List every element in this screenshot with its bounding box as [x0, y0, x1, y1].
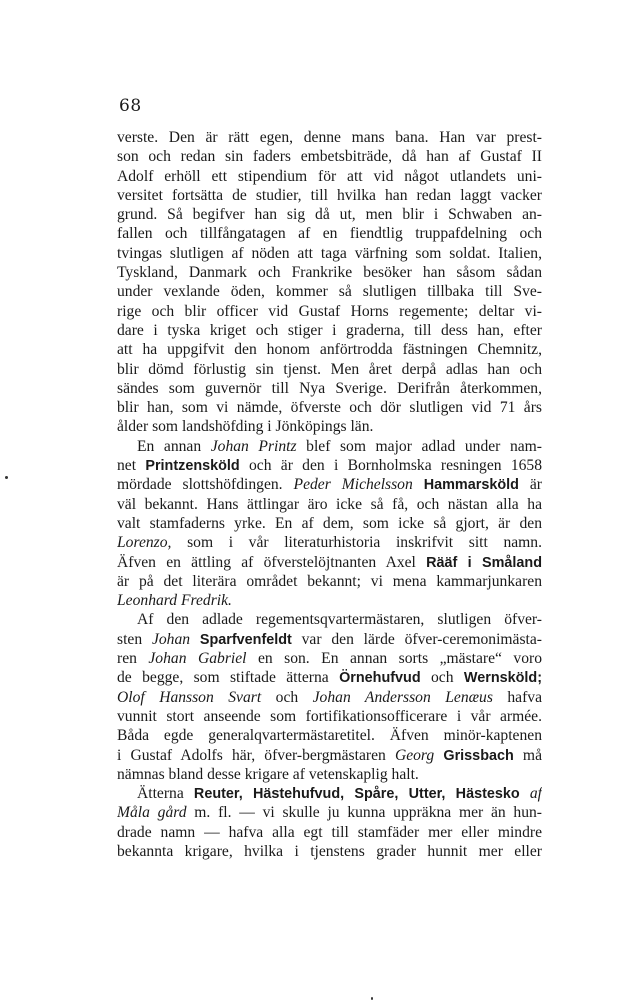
text-line: [117, 553, 542, 572]
text-line: [117, 340, 542, 359]
text-segment: son och redan sin faders embetsbiträde, då han af Gustaf II: [117, 148, 542, 166]
text-segment: blir han, som vi nämde, öfverste och dör slutligen vid 71 års: [117, 399, 542, 417]
italic-name: Måla gård: [117, 804, 187, 822]
text-line: [117, 398, 542, 417]
text-line: [117, 591, 542, 610]
text-line: [117, 495, 542, 514]
text-segment: nämnas bland desse krigare af vetenskaplig halt.: [117, 765, 419, 783]
text-line: [117, 321, 542, 340]
italic-name: Johan Gabriel: [148, 650, 247, 668]
text-segment: under vexlande öden, kommer så slutligen tillbaka till Sve-: [117, 283, 542, 301]
text-line: [117, 417, 542, 436]
text-segment: väl bekannt. Hans ättlingar äro icke så få, och nästan alla ha: [117, 495, 542, 513]
text-line: [117, 302, 542, 321]
text-segment: en son. En annan sorts „mästare“ voro: [246, 650, 542, 668]
text-segment: och: [261, 688, 313, 706]
text-line: [117, 823, 542, 842]
text-line: [117, 437, 542, 456]
text-segment: Af den adlade regementsqvartermästaren, slutligen öfver-: [137, 611, 542, 629]
text-segment: i Gustaf Adolfs här, öfver-bergmästaren: [117, 746, 395, 764]
bold-name: Hammarsköld: [423, 477, 519, 494]
text-line: [117, 456, 542, 475]
text-segment: bekannta krigare, hvilka i tjenstens grader hunnit mer eller: [117, 842, 542, 860]
text-segment: versitet fortsätta de studier, till hvilka han redan laggt vacker: [117, 186, 542, 204]
text-line: [117, 147, 542, 166]
bold-name: Reuter, Hästehufvud, Spåre, Utter, Hästesko: [193, 786, 520, 803]
text-line: [117, 128, 542, 147]
text-line: [117, 167, 542, 186]
text-line: [117, 572, 542, 591]
text-line: [117, 514, 542, 533]
text-segment: att ha uppgifvit den honom anförtrodda fästningen Chemnitz,: [117, 341, 542, 359]
text-line: [117, 630, 542, 649]
bold-name: Grissbach: [443, 747, 514, 764]
text-line: [117, 765, 542, 784]
text-line: [117, 533, 542, 552]
text-segment: var den lärde öfver-ceremonimästa-: [291, 630, 542, 648]
text-segment: Båda egde generalqvartermästaretitel. Äfven minör-kaptenen: [117, 727, 542, 745]
text-line: [117, 379, 542, 398]
text-line: [117, 803, 542, 822]
text-segment: grund. Så begifver han sig då ut, men blir i Schwaben an-: [117, 206, 542, 224]
text-line: [117, 224, 542, 243]
text-segment: Äfven en ättling af öfverstelöjtnanten Axel: [117, 553, 427, 571]
print-speck: [5, 476, 8, 479]
text-segment: hafva: [492, 688, 542, 706]
body-text: [117, 128, 542, 861]
text-line: [117, 726, 542, 745]
print-speck: [371, 997, 373, 1000]
text-segment: [520, 785, 530, 802]
text-segment: som i vår literaturhistoria inskrifvit sitt namn.: [171, 534, 542, 552]
page-number: 68: [119, 96, 142, 116]
text-line: [117, 263, 542, 282]
bold-name: Printzensköld: [145, 458, 240, 475]
text-segment: blef som major adlad under nam-: [296, 437, 542, 455]
text-segment: En annan: [137, 437, 211, 455]
text-segment: dare i tyska kriget och stiger i graderna, till dess han, efter: [117, 321, 542, 339]
italic-name: Johan: [151, 630, 191, 648]
italic-name: Johan Andersson Lenæus: [312, 688, 493, 706]
text-segment: drade namn — hafva alla egt till stamfäder mer eller mindre: [117, 823, 542, 841]
text-segment: tvingas slutligen af nöden att taga värfning som soldat. Italien,: [117, 244, 542, 262]
text-segment: Tyskland, Danmark och Frankrike besöker han såsom sådan: [117, 264, 542, 282]
bold-name: Sparfvenfeldt: [199, 631, 292, 648]
bold-name: Wernsköld;: [463, 670, 542, 687]
text-segment: [190, 631, 200, 648]
text-segment: verste. Den är rätt egen, denne mans bana. Han var prest-: [117, 129, 542, 146]
text-segment: sändes som guvernör till Nya Sverige. Derifrån återkommen,: [117, 379, 542, 397]
text-line: [117, 688, 542, 707]
text-line: [117, 842, 542, 861]
text-segment: må: [513, 746, 542, 764]
italic-name: Lorenzo,: [117, 534, 172, 552]
text-line: [117, 282, 542, 301]
text-segment: mördade slottshöfdingen.: [117, 476, 294, 494]
text-segment: [413, 476, 424, 493]
text-line: [117, 244, 542, 263]
text-segment: och: [420, 669, 464, 687]
text-segment: Adolf erhöll ett stipendium för att vid något utlandets uni-: [117, 167, 542, 185]
text-line: [117, 186, 542, 205]
text-segment: ålder som landshöfding i Jönköpings län.: [117, 418, 374, 436]
text-line: [117, 610, 542, 629]
text-line: [117, 360, 542, 379]
text-segment: är på det literära området bekannt; vi mena kammarjunkaren: [117, 572, 542, 590]
text-segment: rige och blir officer vid Gustaf Horns regemente; deltar vi-: [117, 302, 542, 320]
text-segment: Ätterna: [137, 785, 194, 803]
text-segment: net: [117, 457, 146, 475]
text-line: [117, 475, 542, 494]
text-segment: m. fl. — vi skulle ju kunna uppräkna mer än hun-: [186, 804, 542, 822]
text-line: [117, 649, 542, 668]
text-segment: ren: [117, 650, 149, 668]
italic-name: Georg: [394, 746, 435, 764]
bold-name: Örnehufvud: [339, 670, 421, 687]
text-line: [117, 707, 542, 726]
italic-name: Johan Printz: [210, 437, 297, 455]
italic-name: Leonhard Fredrik.: [117, 592, 232, 610]
text-segment: fallen och tillfångatagen af en fiendtlig truppafdelning och: [117, 225, 542, 243]
text-segment: vunnit stort anseende som fortifikationsofficerare i vår armée.: [117, 707, 542, 725]
text-segment: de begge, som stiftade ätterna: [117, 669, 340, 687]
italic-name: Olof Hansson Svart: [117, 688, 262, 706]
text-line: [117, 205, 542, 224]
text-line: [117, 784, 542, 803]
text-segment: valt stamfaderns yrke. En af dem, som icke så gjort, är den: [117, 514, 542, 532]
italic-name: af: [529, 785, 542, 803]
bold-name: Rääf i Småland: [426, 554, 542, 571]
text-line: [117, 668, 542, 687]
text-segment: är: [518, 476, 542, 494]
italic-name: Peder Michelsson: [293, 476, 413, 494]
text-segment: blir dömd förlustig sin tjenst. Men året derpå adlas han och: [117, 360, 542, 378]
text-line: [117, 746, 542, 765]
text-segment: sten: [117, 630, 152, 648]
text-segment: och är den i Bornholmska resningen 1658: [239, 457, 542, 475]
